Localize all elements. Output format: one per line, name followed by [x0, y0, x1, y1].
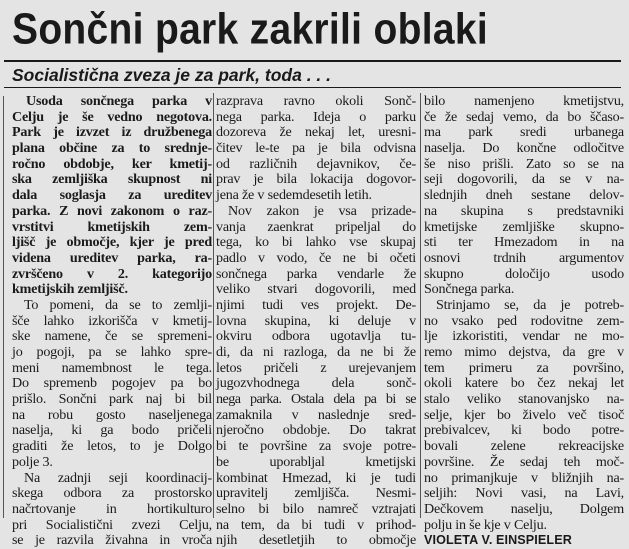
text-line: lje izkoristiti, vendar ne mo-	[424, 328, 624, 345]
text-line: ske namene, če se spremeni-	[12, 328, 212, 345]
text-line: kmetijske zemljiške skupno-	[424, 218, 624, 235]
text-line: prav je bila lokacija dogovor-	[216, 171, 416, 188]
text-line: njih desetletjih to območje	[216, 532, 416, 549]
text-line: njeročno obdobje. Do takrat	[216, 422, 416, 439]
text-line: ska zemljiška skupnost ni	[12, 171, 212, 188]
text-line: ročno obdobje, ker kmetij-	[12, 155, 212, 172]
text-line: jo pogoji, pa se lahko spre-	[12, 344, 212, 360]
text-line: razprava ravno okoli Sonč-	[216, 93, 416, 109]
text-line: bovali zelene rekreacijske	[424, 438, 624, 455]
article-column-3	[424, 94, 624, 549]
text-line: jena že v sedemdesetih letih.	[216, 187, 372, 204]
text-line: To pomeni, da se to zemlji-	[24, 296, 212, 313]
text-line: od različnih dejavnikov, če-	[216, 155, 416, 172]
text-line: dozoreva že nekaj let, uresni-	[216, 124, 416, 141]
text-line: načrtovanje in hortikulturo	[12, 500, 212, 517]
text-line: bilo namenjeno kmetijstvu,	[424, 93, 624, 109]
article-column-1	[12, 94, 212, 549]
text-line: meni namembnost le tega.	[12, 359, 212, 376]
text-line: nega parka. Ideja o parku	[216, 108, 416, 125]
text-line: njimi tudi ves projekt. De-	[216, 296, 416, 313]
text-line: naselja. Do končne odločitve	[424, 140, 624, 157]
text-line: kombinat Hmezad, ki je tudi	[216, 469, 416, 486]
text-line: na skupina s predstavniki	[424, 202, 624, 219]
text-line: plana občine za to srednje-	[12, 140, 212, 157]
text-line: Strinjamo se, da je potreb-	[436, 296, 624, 313]
text-line: okoli katere bo čez nekaj let	[424, 375, 624, 392]
text-line: če že sedaj vemo, da bo ščaso-	[424, 108, 624, 125]
text-line: ljišč je območje, kjer je pred	[12, 234, 212, 251]
text-line: Dečkovem naselju, Dolgem	[424, 500, 624, 517]
text-line: vrstitvi kmetijskih zem-	[12, 218, 212, 235]
text-line: se je razvila živahna in vroča	[12, 532, 212, 549]
text-line: di, da ni razloga, da ne bi že	[216, 344, 416, 360]
text-line: padlo v vodo, če ne bi očeti	[216, 249, 416, 266]
column-divider	[213, 93, 214, 518]
text-line: prišlo. Sončni park naj bi bil	[12, 391, 212, 408]
text-line: veliko stvari dogovorili, med	[216, 281, 416, 298]
text-line: površine. Že sedaj teh moč-	[424, 453, 624, 470]
text-line: okviru odbora ugotavlja tu-	[216, 328, 416, 345]
text-line: zamaknila v naslednje sred-	[216, 406, 416, 423]
text-line: be uporabljal kmetijski	[216, 453, 416, 470]
text-line: na tem, da bi tudi v prihod-	[216, 516, 416, 533]
text-line: osnovi trdnih argumentov	[424, 249, 624, 266]
text-line: prebivalcev, ki bodo potre-	[424, 422, 624, 439]
subheadline-rule	[4, 87, 621, 88]
text-line: seljih: Novi vasi, na Lavi,	[424, 485, 624, 502]
text-line: vanja zaenkrat pripeljal do	[216, 218, 416, 235]
text-line: ma park sredi urbanega	[424, 124, 624, 141]
text-line: upravitelj zemljišča. Nesmi-	[216, 485, 416, 502]
text-line: Nov zakon je vsa prizade-	[228, 202, 416, 219]
text-line: videna ureditev parka, ra-	[12, 249, 212, 266]
text-line: skupno določijo usodo	[424, 265, 624, 282]
text-line: tem primeru za površino,	[424, 359, 624, 376]
text-line: seji dogovorili, da se v na-	[424, 171, 624, 188]
text-line: lovna skupina, ki deluje v	[216, 312, 416, 329]
text-line: stalo veliko stanovanjsko na-	[424, 391, 624, 408]
text-line: šče lahko izkorišča v kmetij-	[12, 312, 212, 329]
text-line: jugozvhodnega dela sonč-	[216, 375, 416, 392]
text-line: bi te površine za svoje potre-	[216, 438, 416, 455]
text-line: Celju je še vedno negotova.	[12, 108, 212, 125]
text-line: graditi že letos, to je Dolgo	[12, 438, 212, 455]
text-line: Park je izvzet iz družbenega	[12, 124, 212, 141]
text-line: no vsako ped rodovitne zem-	[424, 312, 624, 329]
text-line: Na zadnji seji koordinacij-	[24, 469, 212, 486]
text-line: Sončnega parka.	[424, 281, 515, 298]
text-line: nega parka. Ostala dela pa bi se	[216, 391, 416, 408]
text-line: na robu gosto naseljenega	[12, 406, 212, 423]
text-line: remo mimo dejstva, da gre v	[424, 344, 624, 360]
text-line: tega, ko bi lahko vse skupaj	[216, 234, 416, 251]
text-line: sti ter Hmezadom in na	[424, 234, 624, 251]
text-line: kmetijskih zemljišč.	[12, 281, 128, 298]
subheadline: Socialistična zveza je za park, toda . . .	[12, 65, 332, 85]
author-signature: VIOLETA V. EINSPIELER	[424, 533, 572, 548]
text-line: čitev le-te pa je bila odvisna	[216, 140, 416, 157]
text-line: skega odbora za prostorsko	[12, 485, 212, 502]
headline: Sončni park zakrili oblaki	[12, 5, 488, 54]
text-line: no primanjkuje v bližnjih na-	[424, 469, 624, 486]
text-line: zvrščeno v 2. kategorijo	[12, 265, 212, 282]
text-line: dala soglasja za ureditev	[12, 187, 212, 204]
text-line: selno bi bilo namreč vztrajati	[216, 500, 416, 517]
headline-rule	[4, 60, 621, 62]
text-line: Do spremenb pogojev pa bo	[12, 375, 212, 392]
text-line: sončnega parka vendarle že	[216, 265, 416, 282]
text-line: parka. Z novi zakonom o raz-	[12, 202, 212, 219]
text-line: naselja, ki ga bodo pričeli	[12, 422, 212, 439]
text-line: slednjih dneh sestane delov-	[424, 187, 624, 204]
column-divider	[420, 93, 421, 518]
text-line: pri Socialistični zvezi Celju,	[12, 516, 212, 533]
text-line: še niso prišli. Zato so se na	[424, 155, 624, 172]
text-line: letos pričeli z urejevanjem	[216, 359, 416, 376]
text-line: polju in še kje v Celju.	[424, 516, 547, 533]
text-line: Usoda sončnega parka v	[26, 93, 212, 109]
text-line: selje, kjer bo živelo več tisoč	[424, 406, 624, 423]
text-line: polje 3.	[12, 453, 53, 470]
article-column-2	[216, 94, 416, 549]
left-frame-line	[3, 96, 5, 518]
